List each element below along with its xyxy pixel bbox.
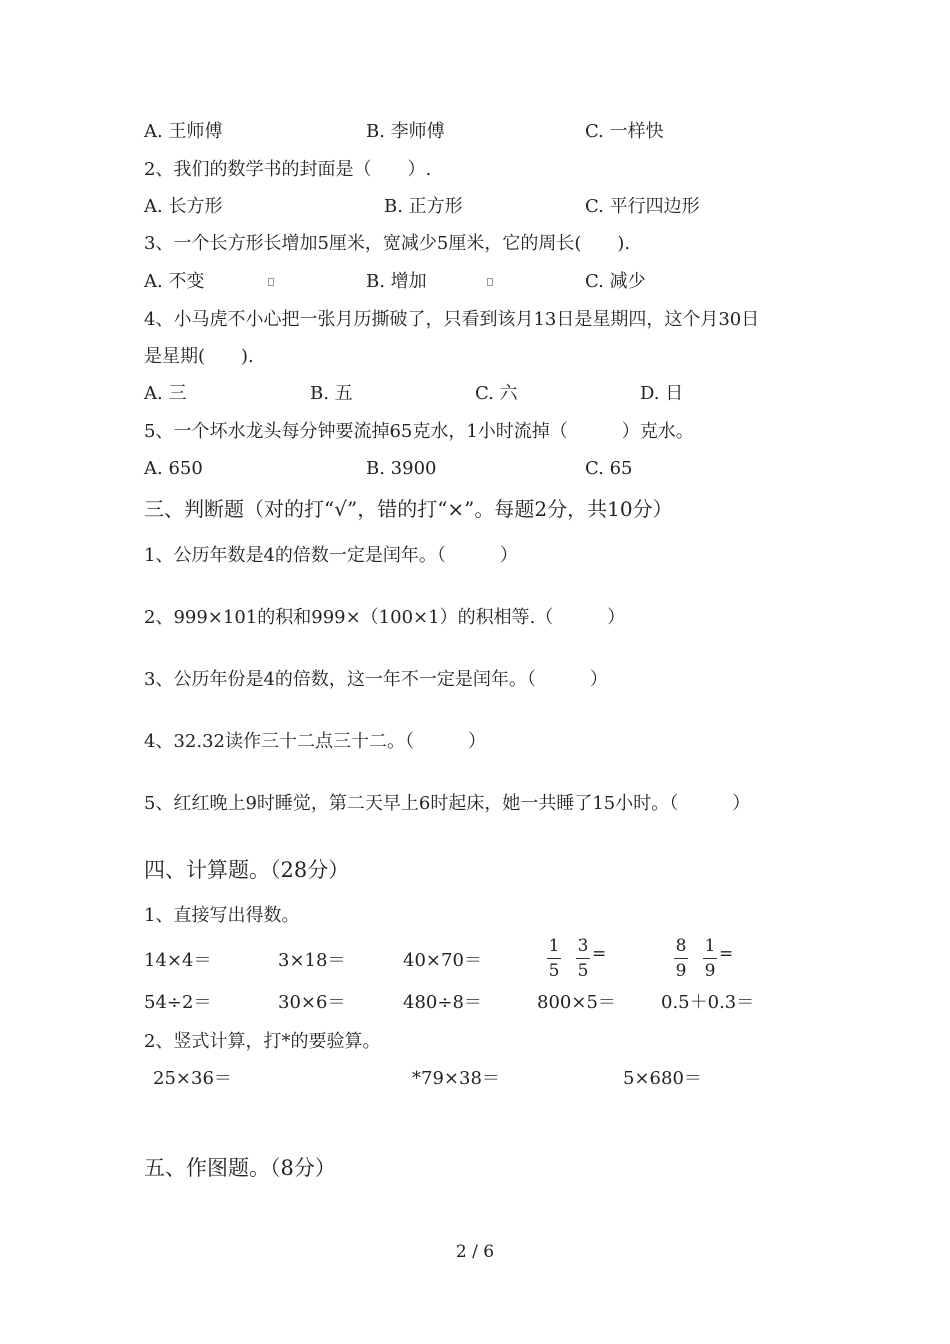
page-number: 2 / 6: [455, 1242, 495, 1262]
fraction: [702, 936, 718, 981]
section3-title: 三、判断题（对的打“√”，错的打“×”。每题2分，共10分）: [144, 497, 673, 521]
judge-item-1: 1、公历年数是4的倍数一定是闰年。（ ）: [144, 545, 518, 566]
calc-item: 0.5＋0.3＝: [661, 992, 755, 1013]
q4-option-b: B. 五: [310, 383, 353, 404]
q5-option-b: B. 3900: [366, 458, 437, 479]
q2-stem: 2、我们的数学书的封面是（ ）.: [144, 159, 432, 180]
fraction: [673, 936, 689, 981]
fraction-denominator: 9: [704, 961, 716, 981]
vertical-calc-item: *79×38＝: [412, 1068, 500, 1089]
q4-stem-line2: 是星期( ).: [144, 346, 254, 367]
q4-option-a: A. 三: [144, 383, 187, 404]
fraction-numerator: 8: [675, 936, 687, 956]
judge-item-4: 4、32.32读作三十二点三十二。（ ）: [144, 731, 486, 752]
fraction-numerator: 1: [548, 936, 560, 956]
q4-stem-line1: 4、小马虎不小心把一张月历撕破了，只看到该月13日是星期四，这个月30日: [144, 309, 760, 330]
q5-stem: 5、一个坏水龙头每分钟要流掉65克水，1小时流掉（ ）克水。: [144, 421, 694, 442]
q2-option-c: C. 平行四边形: [585, 196, 700, 217]
q2-option-a: A. 长方形: [144, 196, 223, 217]
q3-option-c: C. 减少: [585, 271, 646, 292]
calc-item: 54÷2＝: [144, 992, 212, 1013]
vertical-calc-item: 5×680＝: [623, 1068, 702, 1089]
calc-item: 14×4＝: [144, 950, 212, 971]
q4-option-c: C. 六: [475, 383, 518, 404]
q3-stem: 3、一个长方形长增加5厘米，宽减少5厘米，它的周长( ).: [144, 233, 631, 254]
fraction-numerator: 1: [704, 936, 716, 956]
judge-item-2: 2、999×101的积和999×（100×1）的积相等.（ ）: [144, 607, 626, 628]
q1-option-b: B. 李师傅: [366, 121, 445, 142]
fraction: [575, 936, 591, 981]
calc-item: 800×5＝: [537, 992, 616, 1013]
section4-sub1: 1、直接写出得数。: [144, 905, 300, 926]
section5-title: 五、作图题。（8分）: [144, 1156, 336, 1180]
q2-option-b: B. 正方形: [384, 196, 463, 217]
section4-sub2: 2、竖式计算，打*的要验算。: [144, 1031, 381, 1052]
fraction-denominator: 9: [675, 961, 687, 981]
q1-option-a: A. 王师傅: [144, 121, 223, 142]
calc-item: 30×6＝: [278, 992, 346, 1013]
fraction-bar: [547, 958, 561, 959]
placeholder-glyph: [268, 278, 274, 286]
fraction-denominator: 5: [577, 961, 589, 981]
placeholder-glyph: [487, 278, 493, 286]
equals-sign: =: [592, 944, 607, 964]
section4-title: 四、计算题。（28分）: [144, 858, 350, 882]
calc-item: 480÷8＝: [403, 992, 482, 1013]
fraction-bar: [703, 958, 717, 959]
judge-item-3: 3、公历年份是4的倍数，这一年不一定是闰年。（ ）: [144, 669, 608, 690]
fraction: [546, 936, 562, 981]
fraction-bar: [576, 958, 590, 959]
q3-option-b: B. 增加: [366, 271, 427, 292]
calc-item: 3×18＝: [278, 950, 346, 971]
q1-option-c: C. 一样快: [585, 121, 664, 142]
q5-option-a: A. 650: [144, 458, 203, 479]
fraction-bar: [674, 958, 688, 959]
q3-option-a: A. 不变: [144, 271, 205, 292]
calc-item: 40×70＝: [403, 950, 482, 971]
q4-option-d: D. 日: [640, 383, 684, 404]
judge-item-5: 5、红红晚上9时睡觉，第二天早上6时起床，她一共睡了15小时。（ ）: [144, 793, 751, 814]
q5-option-c: C. 65: [585, 458, 633, 479]
vertical-calc-item: 25×36＝: [153, 1068, 232, 1089]
equals-sign: =: [719, 944, 734, 964]
fraction-denominator: 5: [548, 961, 560, 981]
fraction-numerator: 3: [577, 936, 589, 956]
